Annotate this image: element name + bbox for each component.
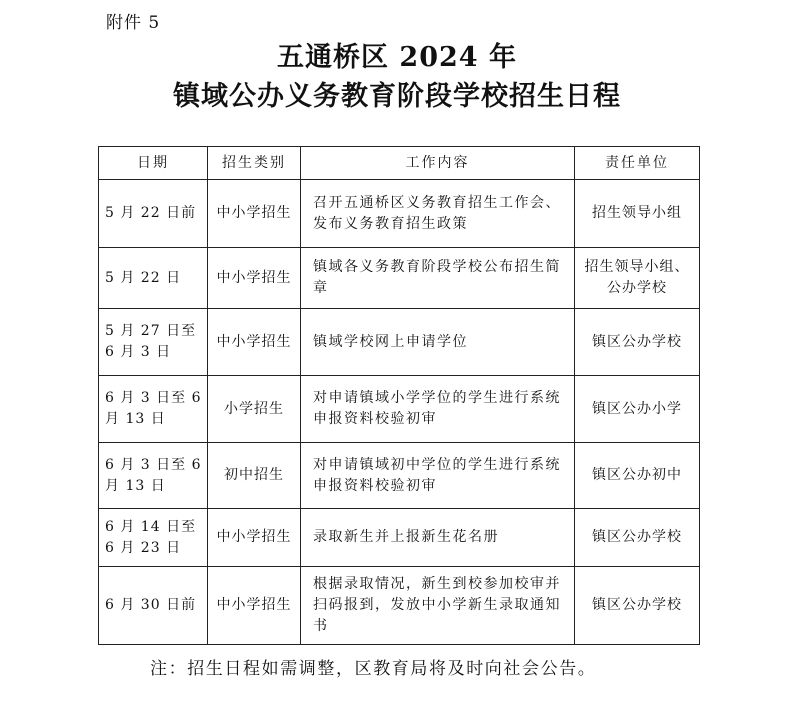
cell-category: 小学招生 — [208, 376, 301, 443]
attachment-label: 附件 5 — [106, 13, 161, 33]
cell-date: 6 月 3 日至 6 月 13 日 — [99, 376, 208, 443]
header-content: 工作内容 — [301, 147, 575, 180]
cell-unit: 招生领导小组 — [575, 180, 700, 248]
cell-date: 6 月 30 日前 — [99, 567, 208, 645]
cell-category: 中小学招生 — [208, 180, 301, 248]
title-line-2: 镇域公办义务教育阶段学校招生日程 — [173, 81, 621, 112]
cell-category: 中小学招生 — [208, 509, 301, 567]
title-line-1: 五通桥区 2024 年 — [277, 42, 517, 73]
table-row — [99, 443, 700, 509]
table-row — [99, 180, 700, 248]
cell-date: 5 月 22 日 — [99, 248, 208, 309]
cell-date: 5 月 22 日前 — [99, 180, 208, 248]
cell-content: 对申请镇域小学学位的学生进行系统申报资料校验初审 — [301, 376, 575, 443]
cell-unit: 镇区公办小学 — [575, 376, 700, 443]
cell-unit: 镇区公办学校 — [575, 509, 700, 567]
table-row — [99, 567, 700, 645]
footnote: 注：招生日程如需调整，区教育局将及时向社会公告。 — [150, 659, 597, 679]
cell-unit: 镇区公办学校 — [575, 567, 700, 645]
cell-content: 镇域学校网上申请学位 — [301, 309, 575, 376]
schedule-table — [98, 146, 700, 645]
cell-date: 6 月 3 日至 6 月 13 日 — [99, 443, 208, 509]
table-row — [99, 376, 700, 443]
cell-content: 镇域各义务教育阶段学校公布招生简章 — [301, 248, 575, 309]
header-unit: 责任单位 — [575, 147, 700, 180]
header-category: 招生类别 — [208, 147, 301, 180]
cell-date: 5 月 27 日至 6 月 3 日 — [99, 309, 208, 376]
table-row — [99, 309, 700, 376]
cell-content: 录取新生并上报新生花名册 — [301, 509, 575, 567]
cell-unit: 镇区公办初中 — [575, 443, 700, 509]
cell-unit: 镇区公办学校 — [575, 309, 700, 376]
header-date: 日期 — [99, 147, 208, 180]
cell-category: 中小学招生 — [208, 309, 301, 376]
cell-unit: 招生领导小组、公办学校 — [575, 248, 700, 309]
table-header-row — [99, 147, 700, 180]
cell-content: 召开五通桥区义务教育招生工作会、发布义务教育招生政策 — [301, 180, 575, 248]
cell-content: 根据录取情况，新生到校参加校审并扫码报到，发放中小学新生录取通知书 — [301, 567, 575, 645]
cell-date: 6 月 14 日至 6 月 23 日 — [99, 509, 208, 567]
cell-category: 中小学招生 — [208, 567, 301, 645]
table-row — [99, 248, 700, 309]
cell-category: 中小学招生 — [208, 248, 301, 309]
cell-category: 初中招生 — [208, 443, 301, 509]
table-row — [99, 509, 700, 567]
cell-content: 对申请镇域初中学位的学生进行系统申报资料校验初审 — [301, 443, 575, 509]
